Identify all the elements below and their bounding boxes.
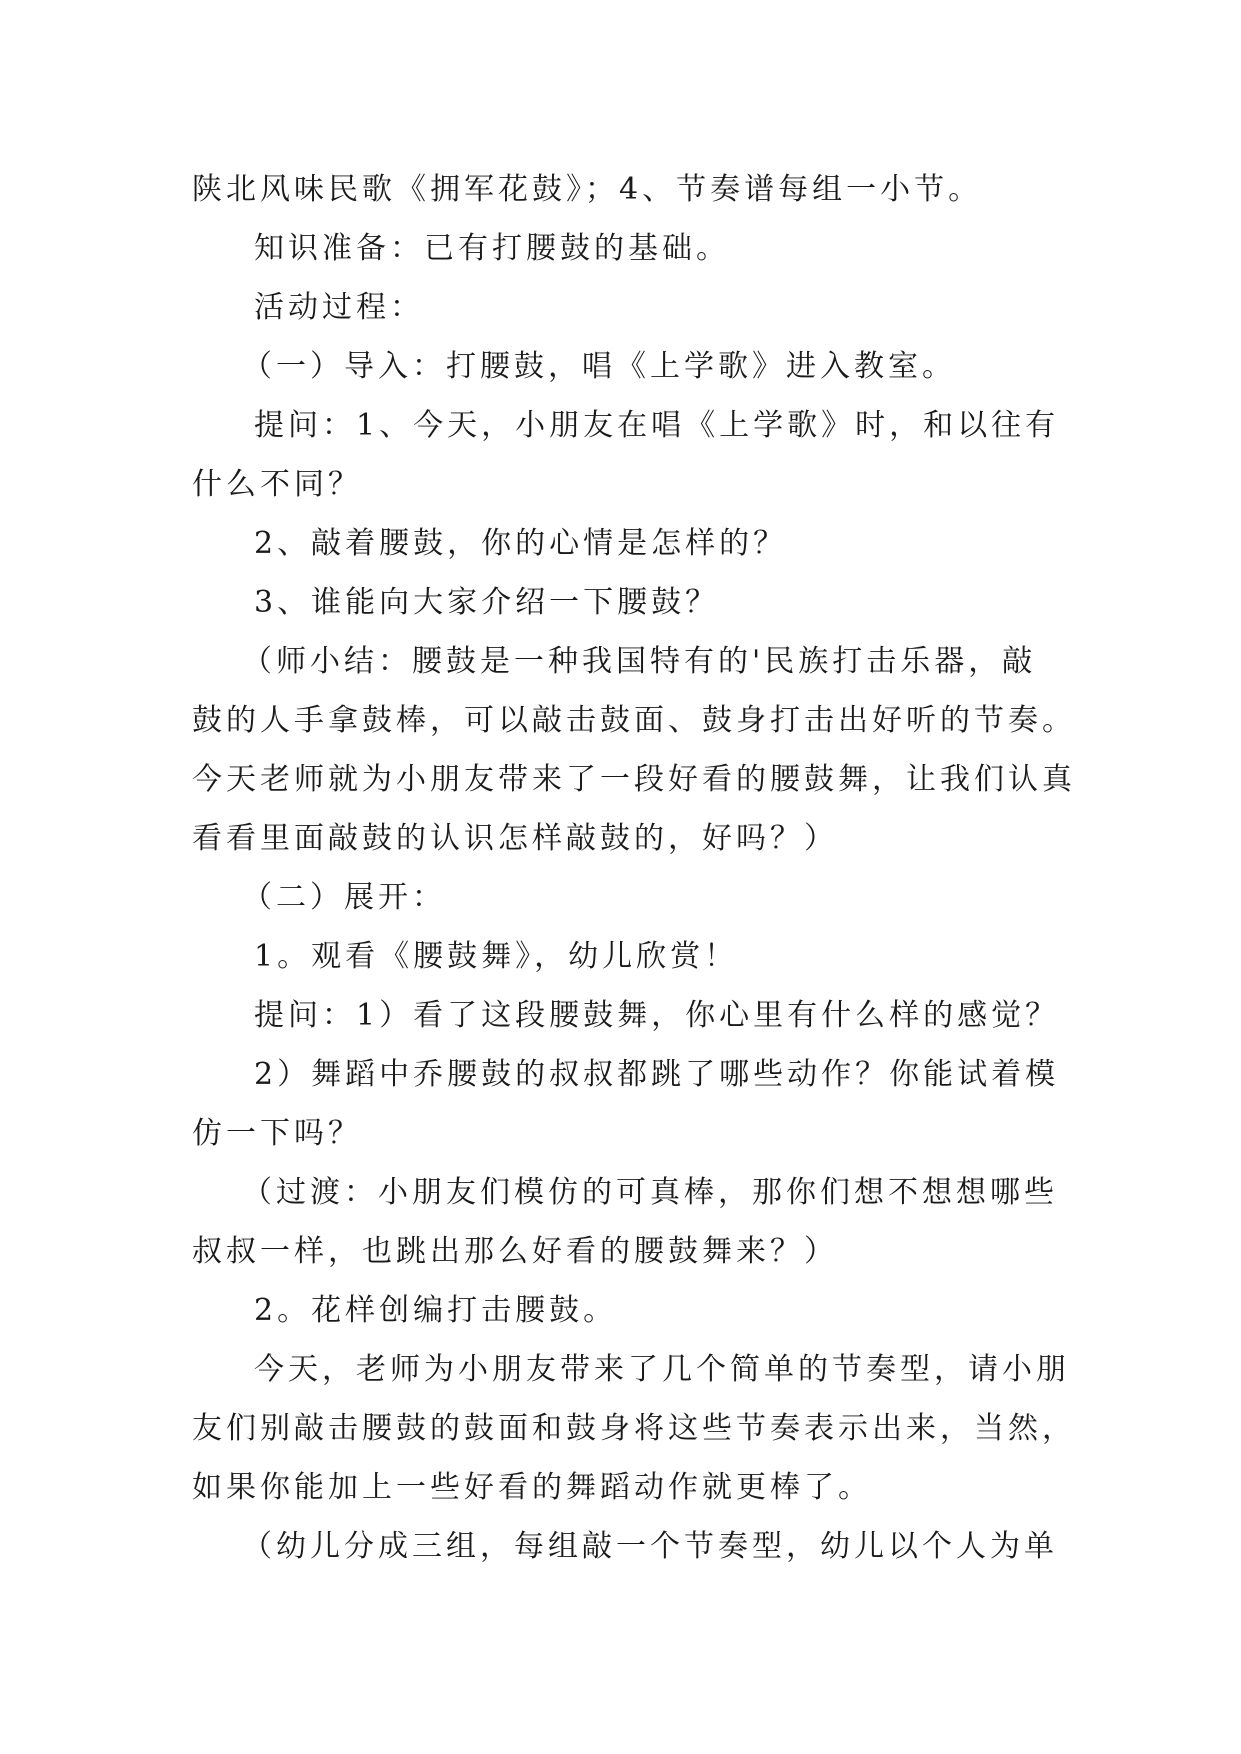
document-body xyxy=(192,160,1076,1576)
text-line: 什么不同？ xyxy=(192,467,362,502)
text-line: （二）展开： xyxy=(242,880,446,915)
text-line: 活动过程： xyxy=(254,290,424,325)
text-line: （一）导入：打腰鼓，唱《上学歌》进入教室。 xyxy=(242,349,956,384)
text-line: （师小结：腰鼓是一种我国特有的'民族打击乐器，敲 xyxy=(242,644,1037,679)
text-line: 2、敲着腰鼓，你的心情是怎样的？ xyxy=(254,526,788,561)
text-line: 友们别敲击腰鼓的鼓面和鼓身将这些节奏表示出来，当然， xyxy=(192,1411,1076,1446)
text-line: （幼儿分成三组，每组敲一个节奏型，幼儿以个人为单 xyxy=(242,1529,1058,1564)
text-line: 2。花样创编打击腰鼓。 xyxy=(254,1293,618,1328)
text-line: 鼓的人手拿鼓棒，可以敲击鼓面、鼓身打击出好听的节奏。 xyxy=(192,703,1076,738)
text-line: 今天，老师为小朋友带来了几个简单的节奏型，请小朋 xyxy=(254,1352,1070,1387)
text-line: 仿一下吗？ xyxy=(192,1116,362,1151)
text-line: 提问：1）看了这段腰鼓舞，你心里有什么样的感觉？ xyxy=(254,998,1060,1033)
text-line: 提问：1、今天，小朋友在唱《上学歌》时，和以往有 xyxy=(254,408,1060,443)
text-line: 看看里面敲鼓的认识怎样敲鼓的，好吗？） xyxy=(192,821,838,856)
text-line: 陕北风味民歌《拥军花鼓》；4、节奏谱每组一小节。 xyxy=(192,172,983,207)
text-line: （过渡：小朋友们模仿的可真棒，那你们想不想想哪些 xyxy=(242,1175,1058,1210)
text-line: 3、谁能向大家介绍一下腰鼓？ xyxy=(254,585,720,620)
text-line: 如果你能加上一些好看的舞蹈动作就更棒了。 xyxy=(192,1470,872,1505)
text-line: 知识准备：已有打腰鼓的基础。 xyxy=(254,231,730,266)
text-line: 叔叔一样，也跳出那么好看的腰鼓舞来？） xyxy=(192,1234,838,1269)
text-line: 今天老师就为小朋友带来了一段好看的腰鼓舞，让我们认真 xyxy=(192,762,1076,797)
text-line: 1。观看《腰鼓舞》，幼儿欣赏！ xyxy=(254,939,739,974)
text-line: 2）舞蹈中乔腰鼓的叔叔都跳了哪些动作？你能试着模 xyxy=(254,1057,1060,1092)
